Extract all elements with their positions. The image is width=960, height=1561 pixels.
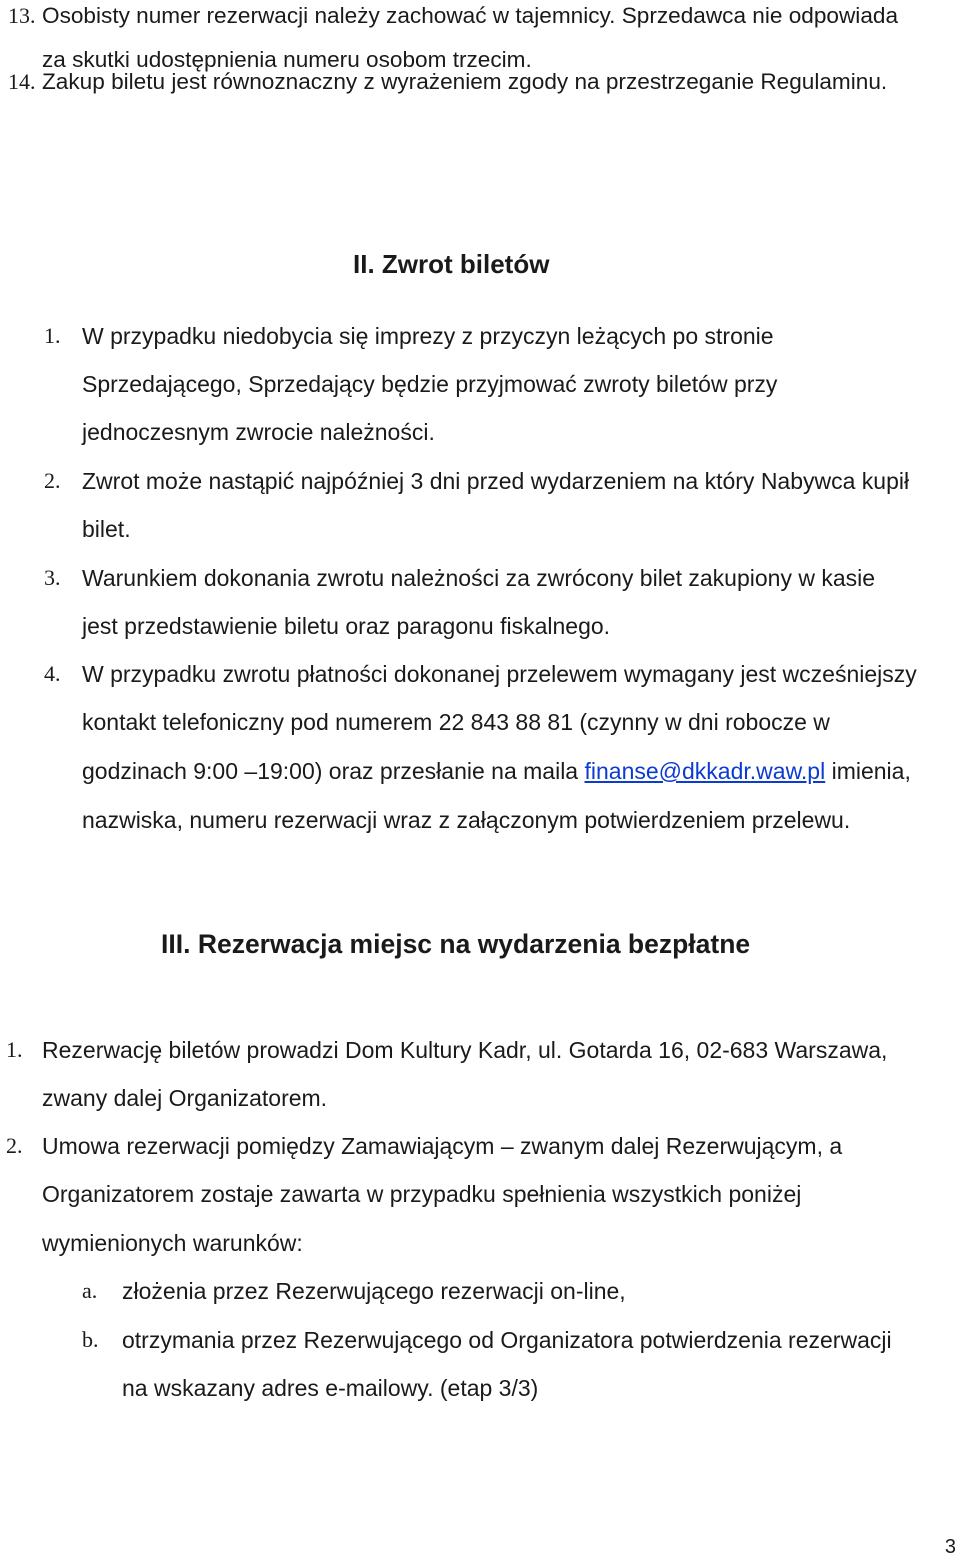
list-number: 3.: [44, 565, 61, 590]
sublist-item-text: na wskazany adres e-mailowy. (etap 3/3): [122, 1375, 539, 1401]
list-item-text: W przypadku niedobycia się imprezy z przyczyn leżących po stronie: [82, 323, 774, 349]
list-number: 2.: [6, 1133, 23, 1158]
list-item-text: Organizatorem zostaje zawarta w przypadku spełnienia wszystkich poniżej: [42, 1181, 802, 1207]
list-item-text-part: godzinach 9:00 –19:00) oraz przesłanie na maila: [82, 758, 585, 784]
list-number: 2.: [44, 468, 61, 493]
sublist-item-text: złożenia przez Rezerwującego rezerwacji on-line,: [122, 1278, 626, 1304]
list-item-text: Umowa rezerwacji pomiędzy Zamawiającym – zwanym dalej Rezerwującym, a: [42, 1133, 843, 1159]
list-item-text: wymienionych warunków:: [42, 1230, 303, 1256]
list-number: 13.: [8, 3, 36, 28]
list-number: 4.: [44, 661, 61, 686]
list-number: 1.: [6, 1037, 23, 1062]
list-item-text: Osobisty numer rezerwacji należy zachować w tajemnicy. Sprzedawca nie odpowiada: [42, 3, 899, 28]
list-number: 1.: [44, 323, 61, 348]
list-item-text: Sprzedającego, Sprzedający będzie przyjmować zwroty biletów przy: [82, 371, 778, 397]
page-number: 3: [944, 1536, 956, 1558]
section-heading: II. Zwrot biletów: [353, 249, 550, 279]
list-item-text: Zakup biletu jest równoznaczny z wyrażeniem zgody na przestrzeganie Regulaminu.: [42, 69, 888, 94]
list-item-text: jest przedstawienie biletu oraz paragonu fiskalnego.: [82, 613, 611, 639]
list-number: 14.: [8, 69, 36, 94]
list-item-text: W przypadku zwrotu płatności dokonanej przelewem wymagany jest wcześniejszy: [82, 661, 917, 687]
list-item-text: zwany dalej Organizatorem.: [42, 1085, 328, 1111]
list-item-text: kontakt telefoniczny pod numerem 22 843 88 81 (czynny w dni robocze w: [82, 709, 830, 735]
list-item-text: bilet.: [82, 516, 131, 542]
list-item-text: jednoczesnym zwrocie należności.: [82, 419, 435, 445]
sublist-item-text: otrzymania przez Rezerwującego od Organizatora potwierdzenia rezerwacji: [122, 1327, 892, 1353]
list-item-text: Warunkiem dokonania zwrotu należności za zwrócony bilet zakupiony w kasie: [82, 565, 876, 591]
email-link[interactable]: finanse@dkkadr.waw.pl: [584, 758, 826, 784]
section-heading: III. Rezerwacja miejsc na wydarzenia bezpłatne: [161, 929, 751, 959]
sublist-label: b.: [82, 1327, 99, 1352]
list-item-text: Zwrot może nastąpić najpóźniej 3 dni przed wydarzeniem na który Nabywca kupił: [82, 468, 910, 494]
list-item-text: nazwiska, numeru rezerwacji wraz z załączonym potwierdzeniem przelewu.: [82, 807, 851, 833]
sublist-label: a.: [82, 1278, 98, 1303]
list-item-text: Rezerwację biletów prowadzi Dom Kultury Kadr, ul. Gotarda 16, 02-683 Warszawa,: [42, 1037, 888, 1063]
list-item-text: [82, 757, 911, 785]
list-item-text: za skutki udostępnienia numeru osobom trzecim.: [42, 47, 532, 72]
list-item-text-part: imienia,: [825, 758, 911, 784]
